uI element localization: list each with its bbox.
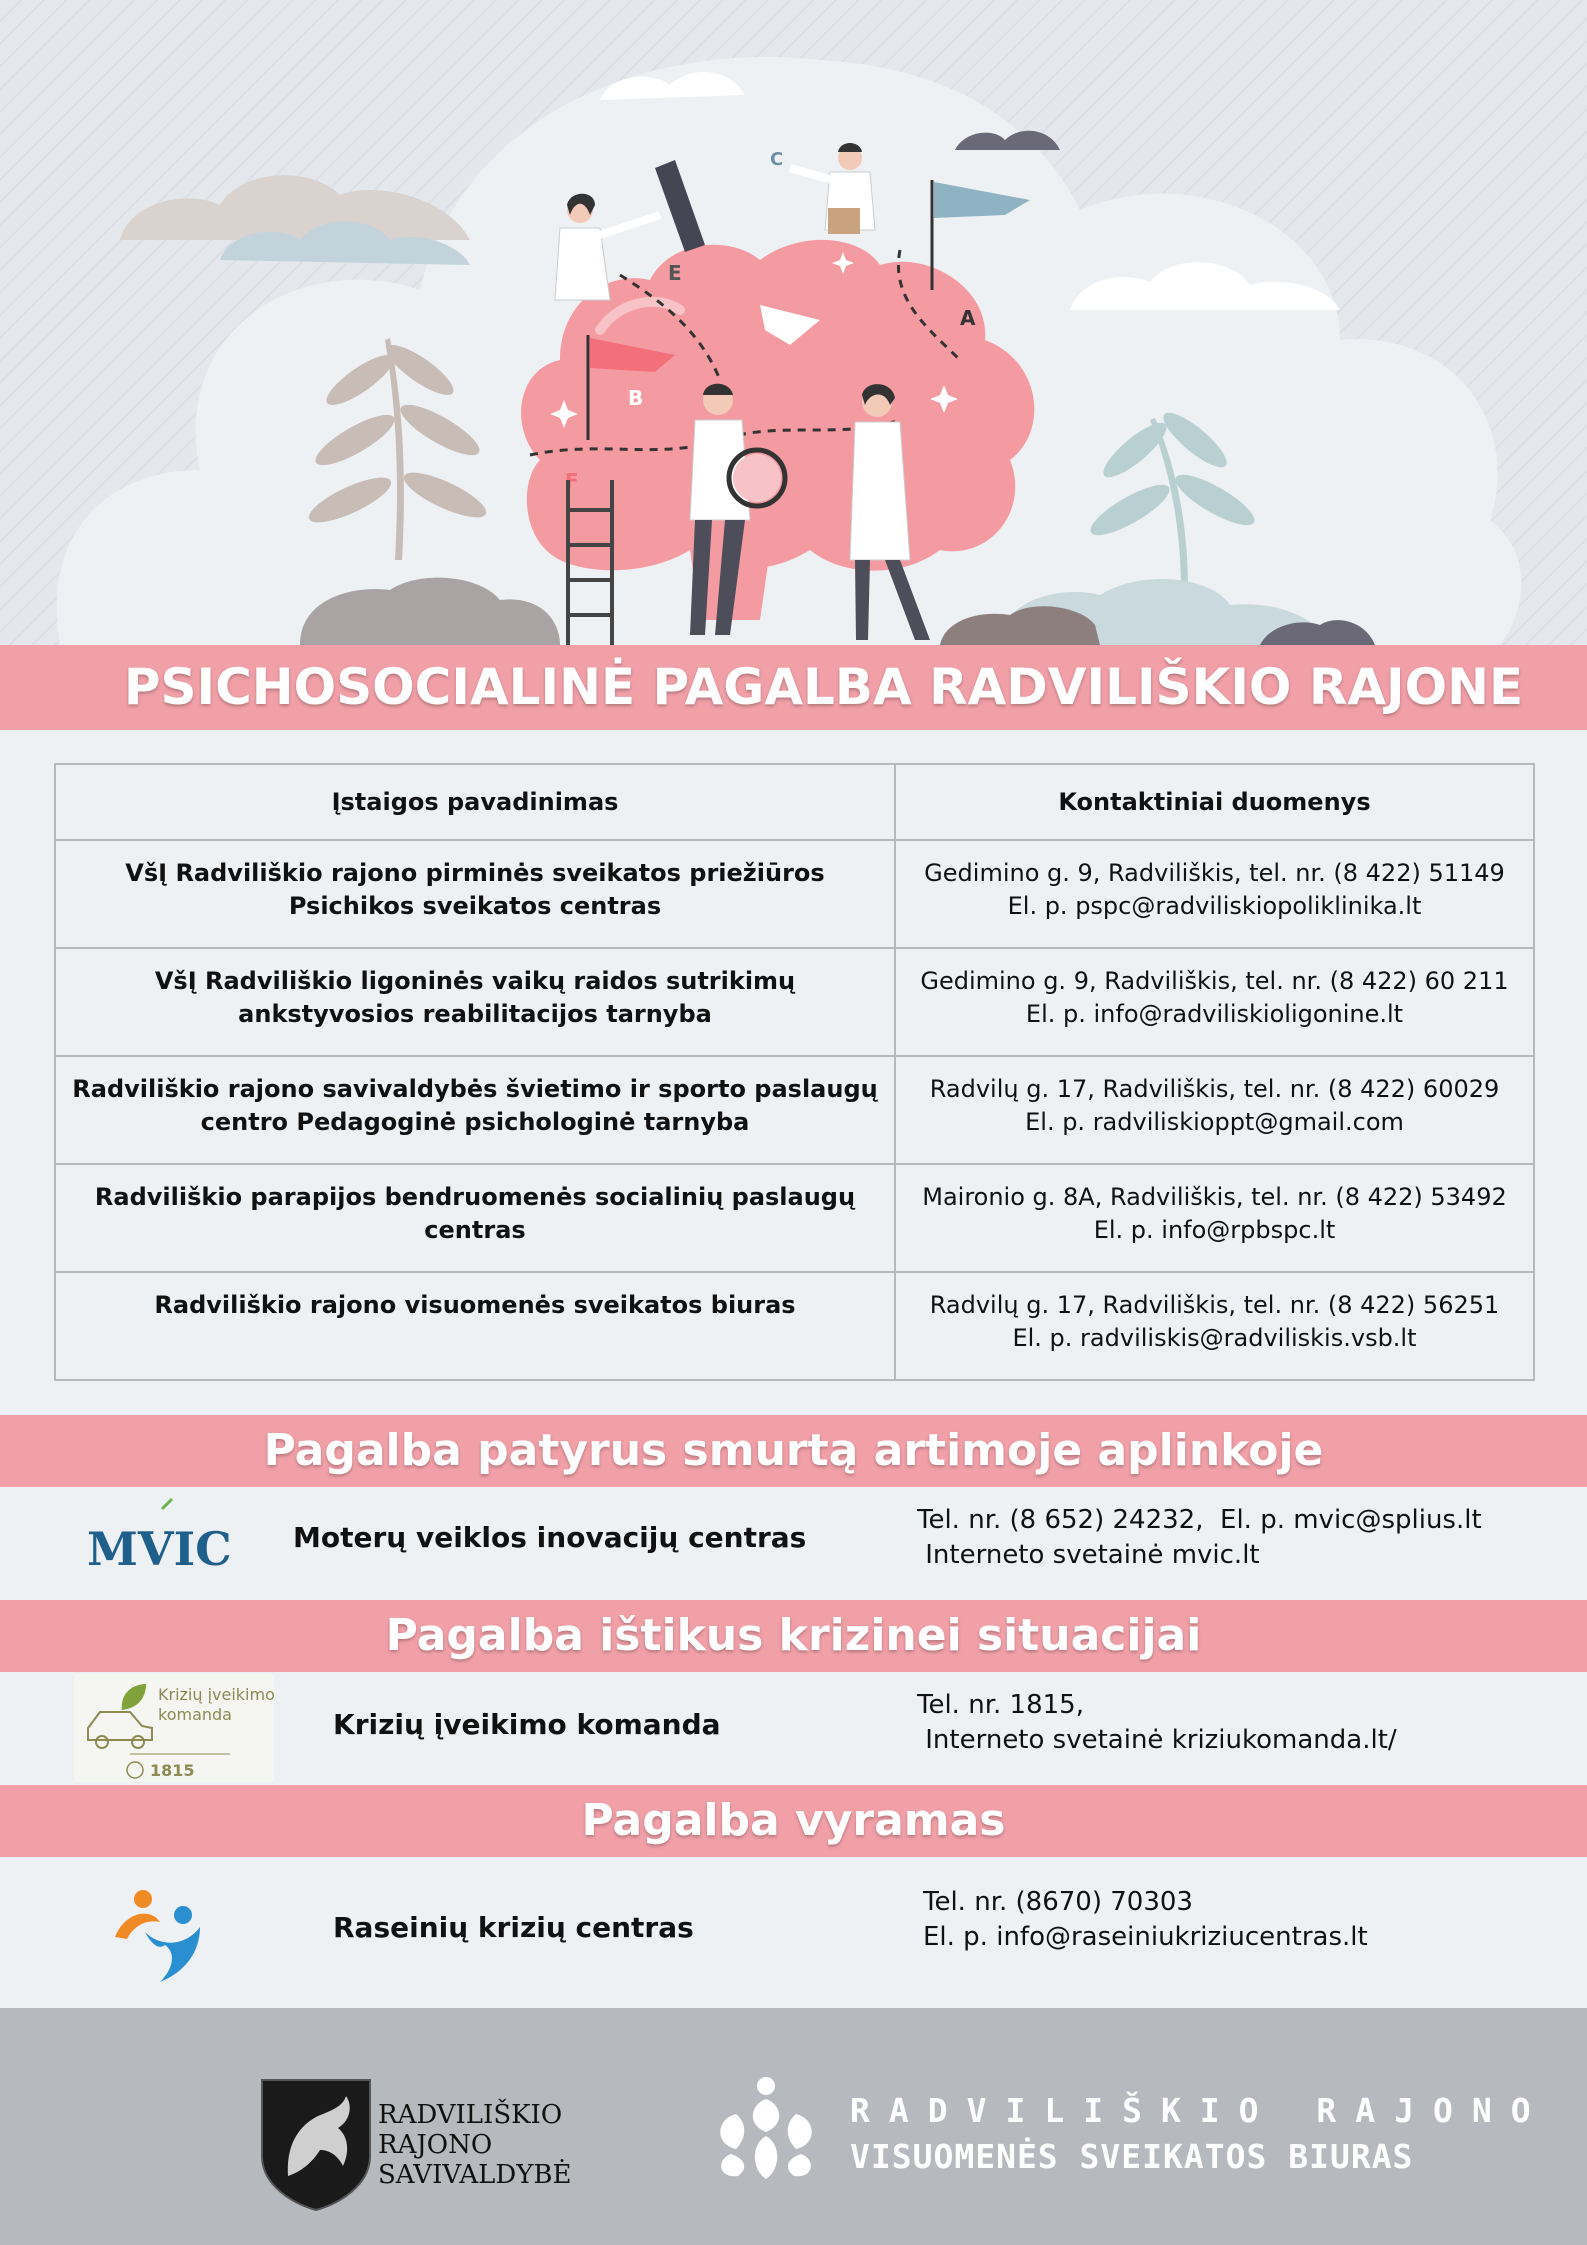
cloud-left-beige xyxy=(120,175,470,240)
mvic-logo xyxy=(84,1497,232,1577)
car-leaf-icon xyxy=(80,1680,275,1780)
contact-address: Gedimino g. 9, Radviliškis, tel. nr. (8 422) 51149 xyxy=(924,859,1505,887)
brain-scientists-illustration xyxy=(0,0,1587,645)
institution-contact xyxy=(895,1272,1534,1380)
table-header-institution: Įstaigos pavadinimas xyxy=(55,764,895,840)
municipality-line: RAJONO xyxy=(378,2130,493,2160)
svg-text:MVIC: MVIC xyxy=(87,1522,232,1576)
contact-website: Interneto svetainė kriziukomanda.lt/ xyxy=(917,1725,1397,1755)
contact-email: El. p. radviliskioppt@gmail.com xyxy=(1025,1108,1404,1136)
table-row xyxy=(55,1056,1534,1164)
bureau-line: RADVILIŠKIO RAJONO xyxy=(850,2091,1550,2130)
section-row-crisis xyxy=(0,1672,1587,1782)
letter-b: B xyxy=(628,386,644,410)
institution-contact xyxy=(895,1164,1534,1272)
contact-email: El. p. pspc@radviliskiopoliklinika.lt xyxy=(1007,892,1422,920)
table-row xyxy=(55,948,1534,1056)
table-row xyxy=(55,840,1534,948)
institution-name: VšĮ Radviliškio rajono pirminės sveikatos priežiūros Psichikos sveikatos centras xyxy=(55,840,895,948)
contact-email: El. p. radviliskis@radviliskis.vsb.lt xyxy=(1012,1324,1417,1352)
table-row xyxy=(55,1164,1534,1272)
institution-name: Radviliškio rajono savivaldybės švietimo ir sporto paslaugų centro Pedagoginė psichologinė tarnyba xyxy=(55,1056,895,1164)
municipality-name xyxy=(378,2100,572,2190)
raseiniai-crisis-center-logo xyxy=(105,1877,215,1987)
letter-f: F xyxy=(565,469,579,493)
municipality-line: SAVIVALDYBĖ xyxy=(378,2160,572,2190)
contact-address: Radvilų g. 17, Radviliškis, tel. nr. (8 422) 60029 xyxy=(929,1075,1500,1103)
institution-name: VšĮ Radviliškio ligoninės vaikų raidos sutrikimų ankstyvosios reabilitacijos tarnyba xyxy=(55,948,895,1056)
health-bureau-name xyxy=(850,2088,1550,2180)
section-row-violence xyxy=(0,1487,1587,1597)
crisis-team-logo xyxy=(74,1674,274,1782)
contact-email: El. p. info@raseiniukriziucentras.lt xyxy=(923,1922,1368,1952)
contact-website: Interneto svetainė mvic.lt xyxy=(917,1540,1260,1570)
svg-text:1815: 1815 xyxy=(150,1761,195,1780)
main-title: PSICHOSOCIALINĖ PAGALBA RADVILIŠKIO RAJONE xyxy=(0,645,1587,730)
hero-illustration xyxy=(0,0,1587,645)
contact-address: Gedimino g. 9, Radviliškis, tel. nr. (8 422) 60 211 xyxy=(920,967,1509,995)
letter-e: E xyxy=(668,261,682,285)
section-title-violence: Pagalba patyrus smurtą artimoje aplinkoje xyxy=(0,1415,1587,1487)
table-header-contacts: Kontaktiniai duomenys xyxy=(895,764,1534,840)
contact-email: El. p. info@radviliskioligonine.lt xyxy=(1025,1000,1404,1028)
contact-address: Maironio g. 8A, Radviliškis, tel. nr. (8 422) 53492 xyxy=(922,1183,1507,1211)
institutions-table xyxy=(54,763,1535,1381)
institution-contact xyxy=(895,840,1534,948)
letter-a: A xyxy=(960,306,976,330)
institution-name: Radviliškio parapijos bendruomenės socialinių paslaugų centras xyxy=(55,1164,895,1272)
municipality-coat-of-arms xyxy=(258,2076,374,2212)
section-title-crisis: Pagalba ištikus krizinei situacijai xyxy=(0,1600,1587,1672)
svg-text:Krizių įveikimo: Krizių įveikimo xyxy=(158,1685,275,1704)
organization-name: Moterų veiklos inovacijų centras xyxy=(293,1521,807,1554)
letter-c: C xyxy=(770,149,784,170)
organization-contact xyxy=(917,1503,1482,1573)
contact-email: El. p. info@rpbspc.lt xyxy=(1093,1216,1336,1244)
table-row xyxy=(55,1272,1534,1380)
institution-contact xyxy=(895,948,1534,1056)
svg-text:komanda: komanda xyxy=(158,1705,232,1724)
contact-phone: Tel. nr. (8670) 70303 xyxy=(923,1887,1193,1917)
contact-phone-email: Tel. nr. (8 652) 24232, El. p. mvic@splius.lt xyxy=(917,1505,1482,1535)
bureau-line: VISUOMENĖS SVEIKATOS BIURAS xyxy=(850,2137,1414,2176)
organization-contact xyxy=(917,1688,1397,1758)
section-row-men xyxy=(0,1857,1587,2008)
institution-contact xyxy=(895,1056,1534,1164)
contact-address: Radvilų g. 17, Radviliškis, tel. nr. (8 422) 56251 xyxy=(929,1291,1500,1319)
institution-name: Radviliškio rajono visuomenės sveikatos biuras xyxy=(55,1272,895,1380)
contact-phone: Tel. nr. 1815, xyxy=(917,1690,1084,1720)
municipality-line: RADVILIŠKIO xyxy=(378,2100,563,2130)
organization-contact xyxy=(923,1885,1368,1955)
organization-name: Raseinių krizių centras xyxy=(333,1911,694,1944)
health-bureau-logo xyxy=(706,2074,826,2184)
section-title-men: Pagalba vyramas xyxy=(0,1785,1587,1857)
organization-name: Krizių įveikimo komanda xyxy=(333,1708,721,1741)
